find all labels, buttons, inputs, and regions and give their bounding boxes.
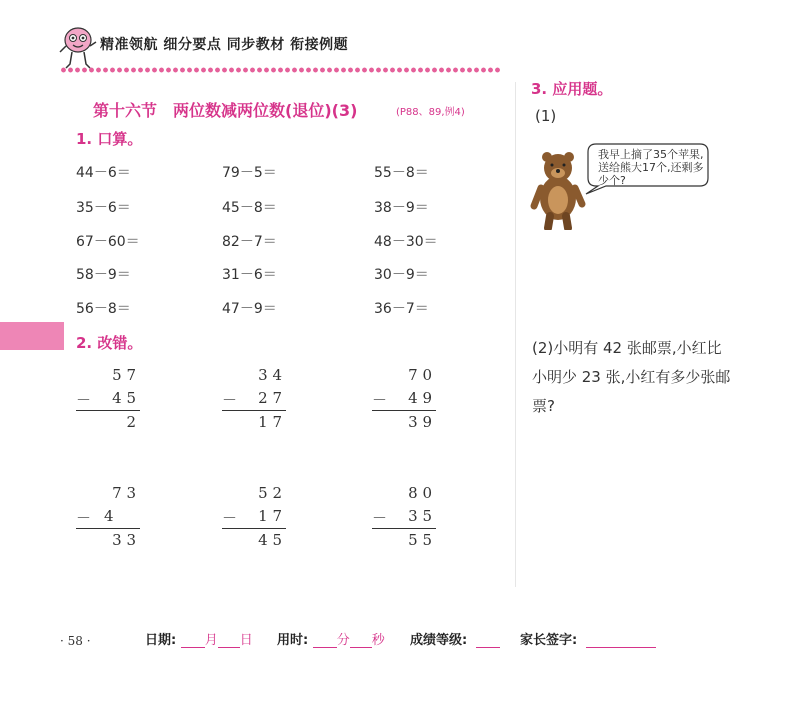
subtrahend: 2 7 (258, 389, 282, 407)
section-word-problems-heading: 3. 应用题。 (531, 80, 613, 98)
section-oral-calc-heading: 1. 口算。 (76, 130, 143, 148)
minus-sign: － (222, 509, 238, 527)
bear-illustration-icon (528, 148, 588, 230)
signature-field (520, 629, 656, 648)
signature-blank[interactable] (586, 633, 656, 648)
day-unit: 日 (239, 633, 253, 648)
subtrahend: 4 (104, 507, 114, 525)
oral-problem: 82－7＝ (222, 234, 277, 250)
result: 5 5 (408, 531, 432, 549)
signature-label: 家长签字: (520, 633, 578, 648)
minus-sign: － (222, 391, 238, 409)
oral-problem: 31－6＝ (222, 267, 277, 283)
result-line (222, 528, 286, 529)
oral-problem: 38－9＝ (374, 200, 429, 216)
minuend: 5 7 (112, 366, 136, 384)
grade-field (410, 629, 500, 648)
minus-sign: － (372, 509, 388, 527)
subtrahend: 4 5 (112, 389, 136, 407)
textbook-reference: (P88、89,例4) (396, 107, 465, 118)
result: 3 3 (112, 531, 136, 549)
vertical-subtraction (372, 484, 442, 554)
day-blank[interactable] (218, 633, 240, 648)
side-tab (0, 322, 64, 350)
section-correct-errors-heading: 2. 改错。 (76, 334, 143, 352)
minuend: 7 0 (408, 366, 432, 384)
minuend: 8 0 (408, 484, 432, 502)
oral-problem: 56－8＝ (76, 301, 131, 317)
oral-problem: 48－30＝ (374, 234, 438, 250)
question-2-text: (2)小明有 42 张邮票,小红比小明少 23 张,小红有多少张邮票? (532, 339, 731, 415)
subtrahend: 1 7 (258, 507, 282, 525)
mascot-icon (58, 24, 98, 72)
result-line (222, 410, 286, 411)
month-unit: 月 (204, 633, 218, 648)
second-unit: 秒 (371, 633, 385, 648)
month-blank[interactable] (181, 633, 205, 648)
vertical-subtraction (76, 484, 146, 554)
time-field (277, 629, 385, 648)
time-label: 用时: (277, 633, 309, 648)
result-line (372, 410, 436, 411)
result: 1 7 (258, 413, 282, 431)
grade-blank[interactable] (476, 633, 500, 648)
vertical-subtraction (222, 366, 292, 436)
oral-problem: 67－60＝ (76, 234, 140, 250)
oral-problem: 35－6＝ (76, 200, 131, 216)
speech-bubble-text: 我早上摘了35个苹果,送给熊大17个,还剩多少个? (598, 148, 704, 187)
date-field (145, 629, 253, 648)
minus-sign: － (76, 391, 92, 409)
result-line (76, 410, 140, 411)
oral-problem: 58－9＝ (76, 267, 131, 283)
result: 3 9 (408, 413, 432, 431)
subtrahend: 4 9 (408, 389, 432, 407)
oral-problem: 55－8＝ (374, 165, 429, 181)
oral-problem: 30－9＝ (374, 267, 429, 283)
grade-label: 成绩等级: (410, 633, 468, 648)
header-slogan: 精准领航 细分要点 同步教材 衔接例题 (100, 37, 349, 53)
minuend: 5 2 (258, 484, 282, 502)
minuend: 7 3 (112, 484, 136, 502)
oral-problem: 44－6＝ (76, 165, 131, 181)
subtrahend: 3 5 (408, 507, 432, 525)
minute-unit: 分 (336, 633, 350, 648)
oral-problem: 45－8＝ (222, 200, 277, 216)
minuend: 3 4 (258, 366, 282, 384)
oral-problem: 79－5＝ (222, 165, 277, 181)
date-label: 日期: (145, 633, 177, 648)
question-1-label: (1) (535, 107, 557, 125)
section-title: 第十六节 两位数减两位数(退位)(3) (93, 101, 358, 120)
vertical-subtraction (76, 366, 146, 436)
page-number: · 58 · (60, 634, 91, 648)
result-line (76, 528, 140, 529)
oral-problem: 36－7＝ (374, 301, 429, 317)
minute-blank[interactable] (313, 633, 337, 648)
oral-problem: 47－9＝ (222, 301, 277, 317)
minus-sign: － (372, 391, 388, 409)
second-blank[interactable] (350, 633, 372, 648)
minus-sign: － (76, 509, 92, 527)
vertical-subtraction (222, 484, 292, 554)
result-line (372, 528, 436, 529)
result: 2 (126, 413, 136, 431)
vertical-subtraction (372, 366, 442, 436)
header-dot-divider (60, 66, 500, 74)
column-divider (515, 82, 516, 587)
result: 4 5 (258, 531, 282, 549)
